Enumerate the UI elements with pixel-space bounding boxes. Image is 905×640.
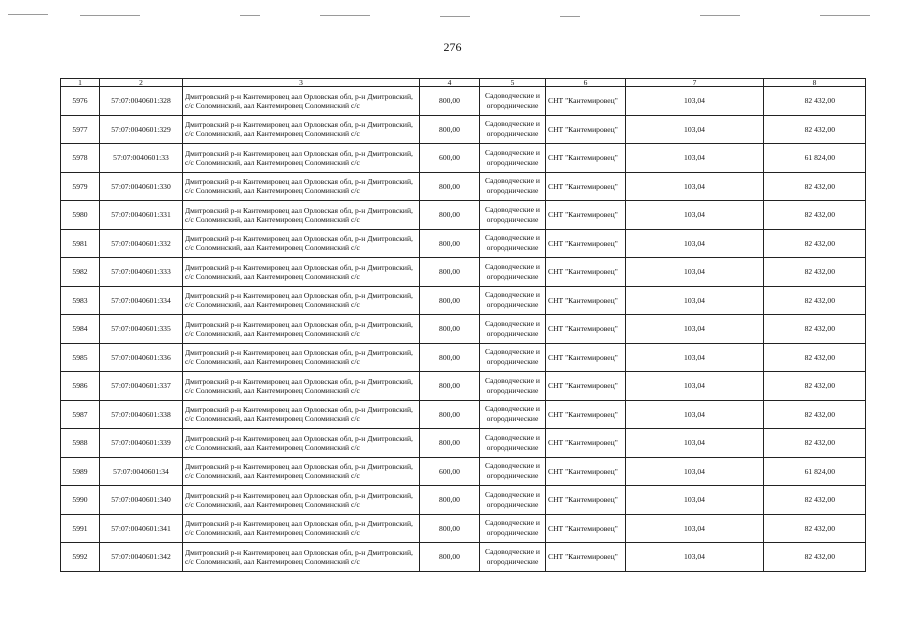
row-number: 5986 — [61, 372, 100, 401]
scan-artifact — [240, 15, 260, 16]
cadastral-value-cell: 82 432,00 — [764, 400, 866, 429]
address-cell: Дмитровский р-н Кантемировец аал Орловская обл, р-н Дмитровский, с/с Соломинский, аал Кантемировец Соломинский с/с — [183, 315, 420, 344]
rate-cell: 103,04 — [626, 172, 764, 201]
column-header: 4 — [420, 79, 480, 87]
row-number: 5991 — [61, 514, 100, 543]
cadastral-number: 57:07:0040601:331 — [100, 201, 183, 230]
land-use-cell: Садоводческие и огороднические — [480, 87, 546, 116]
cadastral-number: 57:07:0040601:342 — [100, 543, 183, 572]
page-number: 276 — [443, 40, 462, 54]
address-cell: Дмитровский р-н Кантемировец аал Орловская обл, р-н Дмитровский, с/с Соломинский, аал Кантемировец Соломинский с/с — [183, 201, 420, 230]
organization-cell: СНТ "Кантемировец" — [546, 457, 626, 486]
column-header: 7 — [626, 79, 764, 87]
row-number: 5978 — [61, 144, 100, 173]
cadastral-value-cell: 82 432,00 — [764, 315, 866, 344]
row-number: 5977 — [61, 115, 100, 144]
rate-cell: 103,04 — [626, 457, 764, 486]
cadastral-number: 57:07:0040601:333 — [100, 258, 183, 287]
column-number-row — [61, 79, 866, 87]
organization-cell: СНТ "Кантемировец" — [546, 87, 626, 116]
cadastral-value-cell: 82 432,00 — [764, 87, 866, 116]
cadastral-number: 57:07:0040601:339 — [100, 429, 183, 458]
cadastral-value-cell: 82 432,00 — [764, 286, 866, 315]
address-cell: Дмитровский р-н Кантемировец аал Орловская обл, р-н Дмитровский, с/с Соломинский, аал Кантемировец Соломинский с/с — [183, 172, 420, 201]
cadastral-number: 57:07:0040601:328 — [100, 87, 183, 116]
address-cell: Дмитровский р-н Кантемировец аал Орловская обл, р-н Дмитровский, с/с Соломинский, аал Кантемировец Соломинский с/с — [183, 429, 420, 458]
table-row — [61, 429, 866, 458]
area-cell: 800,00 — [420, 201, 480, 230]
cadastral-number: 57:07:0040601:334 — [100, 286, 183, 315]
rate-cell: 103,04 — [626, 258, 764, 287]
organization-cell: СНТ "Кантемировец" — [546, 201, 626, 230]
area-cell: 800,00 — [420, 343, 480, 372]
area-cell: 600,00 — [420, 144, 480, 173]
rate-cell: 103,04 — [626, 87, 764, 116]
cadastral-number: 57:07:0040601:330 — [100, 172, 183, 201]
table-row — [61, 115, 866, 144]
area-cell: 800,00 — [420, 229, 480, 258]
organization-cell: СНТ "Кантемировец" — [546, 115, 626, 144]
rate-cell: 103,04 — [626, 429, 764, 458]
address-cell: Дмитровский р-н Кантемировец аал Орловская обл, р-н Дмитровский, с/с Соломинский, аал Кантемировец Соломинский с/с — [183, 343, 420, 372]
land-use-cell: Садоводческие и огороднические — [480, 144, 546, 173]
cadastral-value-cell: 82 432,00 — [764, 258, 866, 287]
rate-cell: 103,04 — [626, 514, 764, 543]
row-number: 5989 — [61, 457, 100, 486]
cadastral-value-cell: 82 432,00 — [764, 514, 866, 543]
cadastral-number: 57:07:0040601:336 — [100, 343, 183, 372]
cadastral-number: 57:07:0040601:34 — [100, 457, 183, 486]
rate-cell: 103,04 — [626, 343, 764, 372]
row-number: 5981 — [61, 229, 100, 258]
area-cell: 600,00 — [420, 457, 480, 486]
land-use-cell: Садоводческие и огороднические — [480, 486, 546, 515]
area-cell: 800,00 — [420, 115, 480, 144]
column-header: 3 — [183, 79, 420, 87]
land-use-cell: Садоводческие и огороднические — [480, 372, 546, 401]
organization-cell: СНТ "Кантемировец" — [546, 286, 626, 315]
table-row — [61, 172, 866, 201]
column-header: 1 — [61, 79, 100, 87]
land-use-cell: Садоводческие и огороднические — [480, 115, 546, 144]
area-cell: 800,00 — [420, 400, 480, 429]
scan-artifact — [8, 14, 48, 15]
column-header: 6 — [546, 79, 626, 87]
cadastral-number: 57:07:0040601:33 — [100, 144, 183, 173]
table-row — [61, 372, 866, 401]
cadastral-value-cell: 82 432,00 — [764, 543, 866, 572]
scan-artifact — [80, 15, 140, 16]
table-row — [61, 144, 866, 173]
organization-cell: СНТ "Кантемировец" — [546, 229, 626, 258]
scan-artifact — [820, 15, 870, 16]
address-cell: Дмитровский р-н Кантемировец аал Орловская обл, р-н Дмитровский, с/с Соломинский, аал Кантемировец Соломинский с/с — [183, 229, 420, 258]
area-cell: 800,00 — [420, 87, 480, 116]
land-use-cell: Садоводческие и огороднические — [480, 258, 546, 287]
cadastral-number: 57:07:0040601:329 — [100, 115, 183, 144]
table-row — [61, 201, 866, 230]
row-number: 5990 — [61, 486, 100, 515]
row-number: 5987 — [61, 400, 100, 429]
cadastral-value-cell: 82 432,00 — [764, 372, 866, 401]
rate-cell: 103,04 — [626, 315, 764, 344]
land-use-cell: Садоводческие и огороднические — [480, 229, 546, 258]
area-cell: 800,00 — [420, 543, 480, 572]
area-cell: 800,00 — [420, 258, 480, 287]
area-cell: 800,00 — [420, 372, 480, 401]
area-cell: 800,00 — [420, 486, 480, 515]
row-number: 5976 — [61, 87, 100, 116]
table-row — [61, 514, 866, 543]
cadastral-value-cell: 82 432,00 — [764, 172, 866, 201]
land-use-cell: Садоводческие и огороднические — [480, 543, 546, 572]
table-row — [61, 315, 866, 344]
land-use-cell: Садоводческие и огороднические — [480, 201, 546, 230]
address-cell: Дмитровский р-н Кантемировец аал Орловская обл, р-н Дмитровский, с/с Соломинский, аал Кантемировец Соломинский с/с — [183, 87, 420, 116]
rate-cell: 103,04 — [626, 286, 764, 315]
cadastral-number: 57:07:0040601:341 — [100, 514, 183, 543]
land-use-cell: Садоводческие и огороднические — [480, 400, 546, 429]
land-use-cell: Садоводческие и огороднические — [480, 343, 546, 372]
scan-artifact — [560, 16, 580, 17]
table-row — [61, 229, 866, 258]
row-number: 5984 — [61, 315, 100, 344]
land-use-cell: Садоводческие и огороднические — [480, 514, 546, 543]
cadastral-number: 57:07:0040601:337 — [100, 372, 183, 401]
area-cell: 800,00 — [420, 315, 480, 344]
address-cell: Дмитровский р-н Кантемировец аал Орловская обл, р-н Дмитровский, с/с Соломинский, аал Кантемировец Соломинский с/с — [183, 372, 420, 401]
cadastral-number: 57:07:0040601:340 — [100, 486, 183, 515]
address-cell: Дмитровский р-н Кантемировец аал Орловская обл, р-н Дмитровский, с/с Соломинский, аал Кантемировец Соломинский с/с — [183, 115, 420, 144]
land-use-cell: Садоводческие и огороднические — [480, 172, 546, 201]
cadastral-value-cell: 82 432,00 — [764, 343, 866, 372]
organization-cell: СНТ "Кантемировец" — [546, 372, 626, 401]
row-number: 5988 — [61, 429, 100, 458]
cadastral-number: 57:07:0040601:335 — [100, 315, 183, 344]
table-row — [61, 343, 866, 372]
organization-cell: СНТ "Кантемировец" — [546, 258, 626, 287]
cadastral-value-cell: 82 432,00 — [764, 229, 866, 258]
organization-cell: СНТ "Кантемировец" — [546, 400, 626, 429]
cadastral-value-cell: 82 432,00 — [764, 486, 866, 515]
rate-cell: 103,04 — [626, 229, 764, 258]
organization-cell: СНТ "Кантемировец" — [546, 172, 626, 201]
cadastral-value-cell: 82 432,00 — [764, 115, 866, 144]
table-body — [61, 87, 866, 572]
area-cell: 800,00 — [420, 514, 480, 543]
column-header: 8 — [764, 79, 866, 87]
address-cell: Дмитровский р-н Кантемировец аал Орловская обл, р-н Дмитровский, с/с Соломинский, аал Кантемировец Соломинский с/с — [183, 258, 420, 287]
land-use-cell: Садоводческие и огороднические — [480, 429, 546, 458]
area-cell: 800,00 — [420, 172, 480, 201]
rate-cell: 103,04 — [626, 486, 764, 515]
address-cell: Дмитровский р-н Кантемировец аал Орловская обл, р-н Дмитровский, с/с Соломинский, аал Кантемировец Соломинский с/с — [183, 144, 420, 173]
row-number: 5980 — [61, 201, 100, 230]
address-cell: Дмитровский р-н Кантемировец аал Орловская обл, р-н Дмитровский, с/с Соломинский, аал Кантемировец Соломинский с/с — [183, 514, 420, 543]
table-row — [61, 457, 866, 486]
address-cell: Дмитровский р-н Кантемировец аал Орловская обл, р-н Дмитровский, с/с Соломинский, аал Кантемировец Соломинский с/с — [183, 457, 420, 486]
cadastral-value-cell: 82 432,00 — [764, 429, 866, 458]
rate-cell: 103,04 — [626, 201, 764, 230]
address-cell: Дмитровский р-н Кантемировец аал Орловская обл, р-н Дмитровский, с/с Соломинский, аал Кантемировец Соломинский с/с — [183, 286, 420, 315]
organization-cell: СНТ "Кантемировец" — [546, 543, 626, 572]
scan-artifact — [440, 16, 470, 17]
column-header: 2 — [100, 79, 183, 87]
rate-cell: 103,04 — [626, 400, 764, 429]
cadastral-value-cell: 61 824,00 — [764, 144, 866, 173]
table-row — [61, 543, 866, 572]
table-row — [61, 87, 866, 116]
table-row — [61, 400, 866, 429]
address-cell: Дмитровский р-н Кантемировец аал Орловская обл, р-н Дмитровский, с/с Соломинский, аал Кантемировец Соломинский с/с — [183, 400, 420, 429]
rate-cell: 103,04 — [626, 372, 764, 401]
column-header: 5 — [480, 79, 546, 87]
organization-cell: СНТ "Кантемировец" — [546, 429, 626, 458]
rate-cell: 103,04 — [626, 543, 764, 572]
organization-cell: СНТ "Кантемировец" — [546, 144, 626, 173]
address-cell: Дмитровский р-н Кантемировец аал Орловская обл, р-н Дмитровский, с/с Соломинский, аал Кантемировец Соломинский с/с — [183, 543, 420, 572]
address-cell: Дмитровский р-н Кантемировец аал Орловская обл, р-н Дмитровский, с/с Соломинский, аал Кантемировец Соломинский с/с — [183, 486, 420, 515]
rate-cell: 103,04 — [626, 115, 764, 144]
organization-cell: СНТ "Кантемировец" — [546, 486, 626, 515]
area-cell: 800,00 — [420, 429, 480, 458]
row-number: 5985 — [61, 343, 100, 372]
row-number: 5982 — [61, 258, 100, 287]
row-number: 5992 — [61, 543, 100, 572]
cadastral-value-cell: 61 824,00 — [764, 457, 866, 486]
rate-cell: 103,04 — [626, 144, 764, 173]
land-use-cell: Садоводческие и огороднические — [480, 286, 546, 315]
table-row — [61, 258, 866, 287]
cadastral-number: 57:07:0040601:332 — [100, 229, 183, 258]
land-registry-table — [60, 78, 866, 572]
area-cell: 800,00 — [420, 286, 480, 315]
land-use-cell: Садоводческие и огороднические — [480, 315, 546, 344]
scan-artifact — [700, 15, 740, 16]
organization-cell: СНТ "Кантемировец" — [546, 343, 626, 372]
organization-cell: СНТ "Кантемировец" — [546, 315, 626, 344]
scan-artifact — [320, 15, 370, 16]
cadastral-number: 57:07:0040601:338 — [100, 400, 183, 429]
table-row — [61, 486, 866, 515]
table-row — [61, 286, 866, 315]
cadastral-value-cell: 82 432,00 — [764, 201, 866, 230]
row-number: 5979 — [61, 172, 100, 201]
row-number: 5983 — [61, 286, 100, 315]
land-use-cell: Садоводческие и огороднические — [480, 457, 546, 486]
organization-cell: СНТ "Кантемировец" — [546, 514, 626, 543]
